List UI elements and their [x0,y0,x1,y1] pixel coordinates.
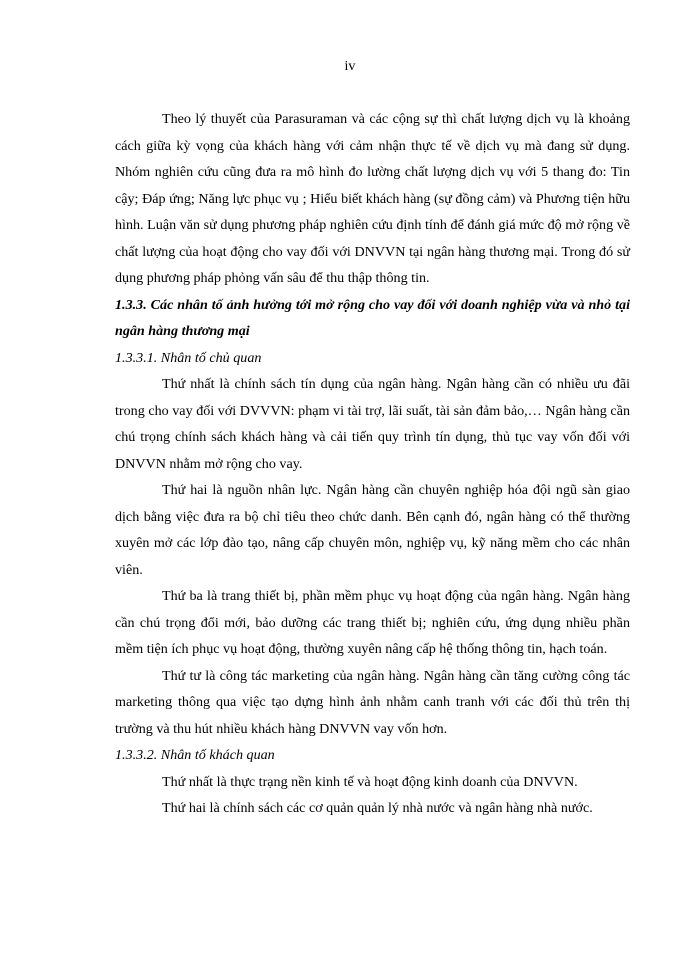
section-heading-1-3-3: 1.3.3. Các nhân tố ảnh hưởng tới mở rộng cho vay đối với doanh nghiệp vừa và nhỏ tại ngân hàng thương mại [115,296,630,339]
paragraph-equipment-software: Thứ ba là trang thiết bị, phần mềm phục vụ hoạt động của ngân hàng. Ngân hàng cần chú trọng đổi mới, bảo dưỡng các trang thiết bị; nghiên cứu, ứng dụng nhiều phần mềm tiện ích phục vụ hoạt động, thường xuyên nâng cấp hệ thống thông tin, hạch toán. [115,588,630,657]
subsection-heading-1-3-3-1: 1.3.3.1. Nhân tố chủ quan [115,349,262,366]
paragraph-parasuraman-theory: Theo lý thuyết của Parasuraman và các cộng sự thì chất lượng dịch vụ là khoảng cách giữa kỳ vọng của khách hàng với cảm nhận thực tế về dịch vụ mà đang sử dụng. Nhóm nghiên cứu cũng đưa ra mô hình đo lường chất lượng dịch vụ với 5 thang đo: Tin cậy; Đáp ứng; Năng lực phục vụ ; Hiểu biết khách hàng (sự đồng cảm) và Phương tiện hữu hình. Luận văn sử dụng phương pháp nghiên cứu định tính để đánh giá mức độ mở rộng về chất lượng của hoạt động cho vay đối với DNVVN tại ngân hàng thương mại. Trong đó sử dụng phương pháp phỏng vấn sâu để thu thập thông tin. [115,111,630,286]
paragraph-marketing: Thứ tư là công tác marketing của ngân hàng. Ngân hàng cần tăng cường công tác marketing thông qua việc tạo dựng hình ảnh nhằm canh tranh với các đối thủ trên thị trường và thu hút nhiều khách hàng DNVVN vay vốn hơn. [115,667,630,737]
paragraph-credit-policy: Thứ nhất là chính sách tín dụng của ngân hàng. Ngân hàng cần có nhiều ưu đãi trong cho vay đối với DVVVN: phạm vi tài trợ, lãi suất, tài sản đảm bảo,… Ngân hàng cần chú trọng chính sách khách hàng và cải tiến quy trình tín dụng, thủ tục vay vốn đối với DNVVN nhằm mở rộng cho vay. [115,376,630,472]
subsection-heading-1-3-3-2: 1.3.3.2. Nhân tố khách quan [115,747,275,763]
page-content [115,106,630,822]
page-number: iv [344,59,356,74]
paragraph-economic-situation: Thứ nhất là thực trạng nền kinh tế và hoạt động kinh doanh của DNVVN. [162,773,578,790]
paragraph-state-policy: Thứ hai là chính sách các cơ quản quản lý nhà nước và ngân hàng nhà nước. [162,800,593,816]
paragraph-human-resources: Thứ hai là nguồn nhân lực. Ngân hàng cần chuyên nghiệp hóa đội ngũ sàn giao dịch bằng việc đưa ra bộ chỉ tiêu theo chức danh. Bên cạnh đó, ngân hàng có thể thường xuyên mở các lớp đào tạo, nâng cấp chuyên môn, nghiệp vụ, kỹ năng mềm cho các nhân viên. [115,482,630,578]
